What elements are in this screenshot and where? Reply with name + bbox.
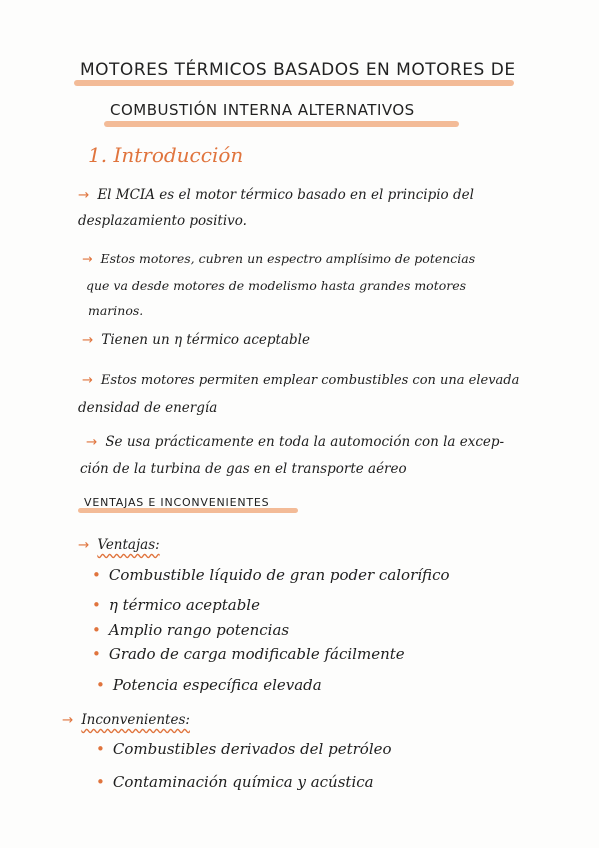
- intro-p4-line2: densidad de energía: [78, 400, 218, 416]
- inconvenientes-item-1: [96, 740, 392, 758]
- inconvenientes-heading: [62, 712, 190, 728]
- ventajas-item-3-text: Amplio rango potencias: [108, 621, 290, 639]
- ventajas-heading: [78, 537, 160, 553]
- intro-p1-text-1: El MCIA es el motor térmico basado en el principio del: [97, 187, 474, 203]
- intro-p5-line1: [86, 434, 504, 450]
- intro-p2-line2: que va desde motores de modelismo hasta grandes motores: [86, 278, 467, 293]
- inconvenientes-item-2-text: Contaminación química y acústica: [112, 773, 374, 791]
- ventajas-item-4-text: Grado de carga modificable fácilmente: [108, 645, 405, 663]
- ventajas-item-4: [92, 645, 405, 663]
- intro-p4-line1: [82, 373, 519, 388]
- ventajas-item-2-text: η térmico aceptable: [108, 596, 260, 614]
- inconvenientes-item-1-text: Combustibles derivados del petróleo: [112, 740, 392, 758]
- section-heading: 1. Introducción: [88, 143, 244, 167]
- arrow-icon: →: [62, 712, 74, 728]
- bullet-icon: •: [96, 773, 105, 791]
- title-highlight-1: [74, 80, 514, 86]
- bullet-icon: •: [96, 740, 105, 758]
- ventajas-heading-text: Ventajas:: [97, 537, 160, 553]
- arrow-icon: →: [82, 332, 94, 348]
- intro-p1-line2: desplazamiento positivo.: [78, 213, 247, 229]
- ventajas-item-3: [92, 621, 289, 639]
- intro-p5-text-1: Se usa prácticamente en toda la automoción con la excep-: [105, 434, 505, 450]
- arrow-icon: →: [78, 537, 90, 553]
- bullet-icon: •: [96, 676, 105, 694]
- ventajas-item-5-text: Potencia específica elevada: [112, 676, 322, 694]
- arrow-icon: →: [78, 187, 90, 203]
- ventajas-item-2: [92, 596, 260, 614]
- page-title-line-2: COMBUSTIÓN INTERNA ALTERNATIVOS: [110, 101, 415, 119]
- inconvenientes-item-2: [96, 773, 374, 791]
- ventajas-item-1: [92, 566, 450, 584]
- intro-p4-text-1: Estos motores permiten emplear combustibles con una elevada: [100, 373, 520, 388]
- bullet-icon: •: [92, 596, 101, 614]
- ventajas-item-5: [96, 676, 322, 694]
- inconvenientes-heading-text: Inconvenientes:: [81, 712, 190, 728]
- arrow-icon: →: [82, 373, 93, 388]
- page-title-line-1: MOTORES TÉRMICOS BASADOS EN MOTORES DE: [80, 60, 516, 80]
- bullet-icon: •: [92, 645, 101, 663]
- arrow-icon: →: [82, 251, 93, 266]
- intro-p2-line1: [82, 251, 475, 266]
- arrow-icon: →: [86, 434, 98, 450]
- ventajas-item-1-text: Combustible líquido de gran poder calorífico: [108, 566, 450, 584]
- intro-p1-line1: [78, 187, 474, 203]
- bullet-icon: •: [92, 566, 101, 584]
- bullet-icon: •: [92, 621, 101, 639]
- intro-p3-line1: [82, 332, 310, 348]
- intro-p2-text-1: Estos motores, cubren un espectro amplísimo de potencias: [100, 251, 476, 266]
- intro-p2-line3: marinos.: [88, 303, 144, 318]
- intro-p3-text-1: Tienen un η térmico aceptable: [101, 332, 310, 348]
- intro-p5-line2: ción de la turbina de gas en el transporte aéreo: [80, 461, 407, 477]
- title-highlight-2: [104, 121, 459, 127]
- subsection-heading: VENTAJAS E INCONVENIENTES: [84, 496, 270, 509]
